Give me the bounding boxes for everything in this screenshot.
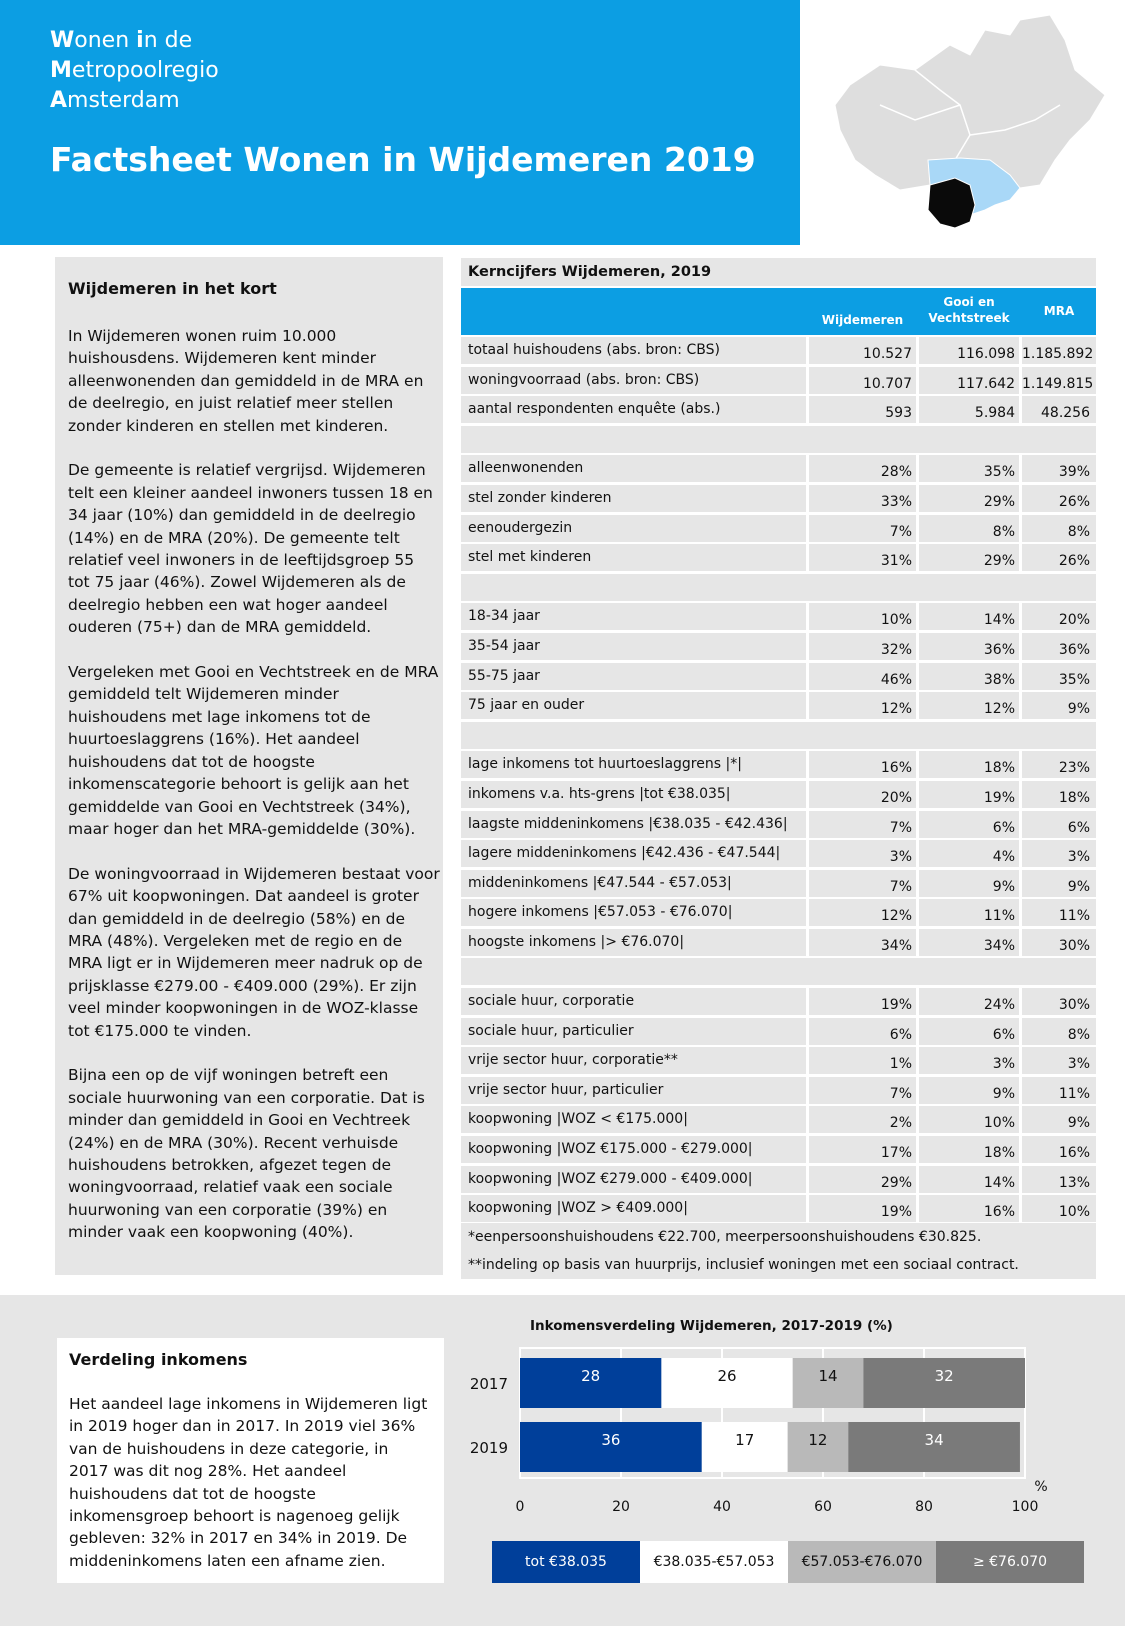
table-cell: 7% [809,870,916,897]
summary-paragraph: Vergeleken met Gooi en Vechtstreek en de MRA gemiddeld telt Wijdemeren minder huishoudens met lage inkomens tot de huurtoeslaggrens (16%). Het aandeel huishoudens dat tot de hoogste inkomenscategorie behoort is gelijk aan het gemiddelde van Gooi en Vechtstreek (34%), maar hoger dan het MRA-gemiddelde (30%). [68,663,439,838]
table-cell: 12% [809,899,916,926]
row-label: koopwoning |WOZ < €175.000| [461,1106,806,1133]
table-cell: 20% [1022,603,1096,630]
data-label: 28 [581,1367,601,1385]
summary-text [68,325,440,1266]
table-row [461,396,1096,426]
table-cell: 1.149.815 [1022,367,1096,394]
footnote: *eenpersoonshuishoudens €22.700, meerpersoonshuishoudens €30.825. [468,1229,982,1245]
table-cell: 36% [1022,633,1096,660]
row-label: 55-75 jaar [461,663,806,690]
table-cell: 19% [809,988,916,1015]
row-label: koopwoning |WOZ > €409.000| [461,1195,806,1222]
row-label: 18-34 jaar [461,603,806,630]
table-cell: 3% [919,1047,1019,1074]
row-label: stel zonder kinderen [461,485,806,512]
table-cell: 30% [1022,988,1096,1015]
legend-item: €57.053-€76.070 [788,1541,936,1583]
table-spacer [461,574,1096,601]
kerncijfers-header [461,288,1096,335]
table-row [461,1166,1096,1196]
table-row [461,1106,1096,1136]
kerncijfers-table [461,337,1096,1225]
table-cell: 20% [809,781,916,808]
table-cell: 30% [1022,929,1096,956]
table-row [461,1195,1096,1225]
table-row [461,544,1096,574]
table-cell: 10.527 [809,337,916,364]
row-label: vrije sector huur, corporatie** [461,1047,806,1074]
row-label: totaal huishoudens (abs. bron: CBS) [461,337,806,364]
chart-legend [492,1541,1084,1583]
table-cell: 19% [919,781,1019,808]
summary-heading: Wijdemeren in het kort [68,279,277,298]
table-row [461,603,1096,633]
table-cell: 8% [919,515,1019,542]
row-label: laagste middeninkomens |€38.035 - €42.436| [461,811,806,838]
table-cell: 10.707 [809,367,916,394]
table-spacer-row [461,574,1096,604]
table-cell: 11% [1022,899,1096,926]
table-cell: 36% [919,633,1019,660]
summary-paragraph: De gemeente is relatief vergrijsd. Wijdemeren telt een kleiner aandeel inwoners tussen 18 en 34 jaar (10%) dan gemiddeld in de deelregio (14%) en de MRA (20%). De gemeente telt relatief veel inwoners in de leeftijdsgroep 55 tot 75 jaar (46%). Zowel Wijdemeren als de deelregio hebben een wat hoger aandeel ouderen (75+) dan de MRA gemiddeld. [68,461,433,637]
table-cell: 46% [809,663,916,690]
table-row [461,1136,1096,1166]
table-spacer-row [461,722,1096,752]
table-cell: 1.185.892 [1022,337,1096,364]
table-row [461,988,1096,1018]
table-spacer [461,426,1096,453]
table-cell: 14% [919,603,1019,630]
table-row [461,1047,1096,1077]
brand-line: Wonen in de [50,28,193,53]
table-cell: 14% [919,1166,1019,1193]
table-cell: 29% [919,544,1019,571]
table-cell: 13% [1022,1166,1096,1193]
data-label: 26 [717,1367,737,1385]
table-cell: 39% [1022,455,1096,482]
table-row [461,485,1096,515]
summary-paragraph: De woningvoorraad in Wijdemeren bestaat voor 67% uit koopwoningen. Dat aandeel is groter dan gemiddeld in de deelregio (58%) en de MRA (48%). Vergeleken met de regio en de MRA ligt er in Wijdemeren meer nadruk op de prijsklasse €279.00 - €409.000 (29%). Er zijn veel minder koopwoningen in de WOZ-klasse tot €175.000 te vinden. [68,864,440,1040]
table-cell: 16% [1022,1136,1096,1163]
table-cell: 8% [1022,1018,1096,1045]
brand-logo [50,26,219,116]
table-row [461,337,1096,367]
table-row [461,455,1096,485]
table-cell: 29% [809,1166,916,1193]
table-cell: 9% [1022,692,1096,719]
row-label: inkomens v.a. hts-grens |tot €38.035| [461,781,806,808]
row-label: vrije sector huur, particulier [461,1077,806,1104]
income-text-box [57,1338,444,1583]
table-cell: 35% [919,455,1019,482]
table-cell: 9% [919,870,1019,897]
axis-unit-label: % [1034,1479,1048,1495]
data-label: 14 [818,1367,838,1385]
table-cell: 35% [1022,663,1096,690]
table-cell: 38% [919,663,1019,690]
table-cell: 6% [919,1018,1019,1045]
table-row [461,692,1096,722]
table-row [461,663,1096,693]
data-label: 17 [735,1431,755,1449]
table-cell: 117.642 [919,367,1019,394]
table-cell: 593 [809,396,916,423]
tick-label: 0 [515,1499,525,1515]
tick-label: 60 [814,1499,832,1515]
table-cell: 9% [1022,870,1096,897]
table-cell: 17% [809,1136,916,1163]
column-header: Gooi en Vechtstreek [928,295,1010,325]
table-cell: 19% [809,1195,916,1222]
income-heading: Verdeling inkomens [69,1350,248,1369]
table-cell: 24% [919,988,1019,1015]
table-row [461,515,1096,545]
row-label: hogere inkomens |€57.053 - €76.070| [461,899,806,926]
table-row [461,751,1096,781]
table-cell: 33% [809,485,916,512]
table-cell: 26% [1022,485,1096,512]
row-label: 75 jaar en ouder [461,692,806,719]
brand-line: Metropoolregio [50,58,219,83]
table-footnotes [461,1223,1096,1279]
table-cell: 12% [919,692,1019,719]
table-row [461,840,1096,870]
table-cell: 23% [1022,751,1096,778]
tick-label: 100 [1011,1499,1039,1515]
data-label: 32 [934,1367,954,1385]
table-cell: 34% [919,929,1019,956]
kerncijfers-title: Kerncijfers Wijdemeren, 2019 [461,258,1096,286]
table-cell: 18% [1022,781,1096,808]
table-row [461,1018,1096,1048]
summary-panel [55,257,443,1275]
data-label: 12 [808,1431,828,1449]
table-row [461,870,1096,900]
table-cell: 7% [809,811,916,838]
row-label: koopwoning |WOZ €279.000 - €409.000| [461,1166,806,1193]
row-label: alleenwonenden [461,455,806,482]
legend-item: €38.035-€57.053 [640,1541,788,1583]
row-label: lagere middeninkomens |€42.436 - €47.544| [461,840,806,867]
table-cell: 31% [809,544,916,571]
table-cell: 10% [809,603,916,630]
table-row [461,367,1096,397]
table-cell: 26% [1022,544,1096,571]
row-label: middeninkomens |€47.544 - €57.053| [461,870,806,897]
table-cell: 5.984 [919,396,1019,423]
page-title: Factsheet Wonen in Wijdemeren 2019 [50,140,756,179]
table-row [461,929,1096,959]
category-label: 2019 [470,1439,508,1457]
region-map-icon [820,10,1120,240]
table-cell: 16% [919,1195,1019,1222]
table-cell: 7% [809,1077,916,1104]
summary-paragraph: Bijna een op de vijf woningen betreft een sociale huurwoning van een corporatie. Dat is minder dan gemiddeld in Gooi en Vechtreek (24%) en de MRA (30%). Recent verhuisde huishoudens betrokken, afgezet tegen de woningvoorraad, relatief vaak een sociale huurwoning van een corporatie (39%) en minder vaak een koopwoning (40%). [68,1066,425,1242]
table-cell: 12% [809,692,916,719]
column-header: MRA [1043,304,1075,318]
table-cell: 10% [1022,1195,1096,1222]
row-label: aantal respondenten enquête (abs.) [461,396,806,423]
table-cell: 10% [919,1106,1019,1133]
table-row [461,781,1096,811]
category-label: 2017 [470,1375,508,1393]
row-label: lage inkomens tot huurtoeslaggrens |*| [461,751,806,778]
table-cell: 6% [919,811,1019,838]
table-cell: 3% [1022,840,1096,867]
row-label: eenoudergezin [461,515,806,542]
row-label: 35-54 jaar [461,633,806,660]
table-cell: 1% [809,1047,916,1074]
tick-label: 80 [915,1499,933,1515]
table-cell: 11% [1022,1077,1096,1104]
summary-paragraph: In Wijdemeren wonen ruim 10.000 huishousdens. Wijdemeren kent minder alleenwonenden dan gemiddeld in de MRA en de deelregio, en juist relatief meer stellen zonder kinderen en stellen met kinderen. [68,327,424,435]
row-label: hoogste inkomens |> €76.070| [461,929,806,956]
footnote: **indeling op basis van huurprijs, inclusief woningen met een sociaal contract. [468,1257,1019,1273]
table-spacer [461,958,1096,985]
table-cell: 48.256 [1022,396,1096,423]
data-label: 36 [601,1431,621,1449]
row-label: koopwoning |WOZ €175.000 - €279.000| [461,1136,806,1163]
table-cell: 3% [809,840,916,867]
chart-title: Inkomensverdeling Wijdemeren, 2017-2019 (%) [530,1318,893,1334]
row-label: sociale huur, corporatie [461,988,806,1015]
table-spacer [461,722,1096,749]
table-cell: 7% [809,515,916,542]
table-cell: 28% [809,455,916,482]
table-cell: 18% [919,751,1019,778]
table-spacer-row [461,426,1096,456]
table-cell: 16% [809,751,916,778]
row-label: sociale huur, particulier [461,1018,806,1045]
column-header: Wijdemeren [821,313,904,327]
table-cell: 29% [919,485,1019,512]
table-row [461,1077,1096,1107]
tick-label: 40 [713,1499,731,1515]
header-banner [0,0,800,245]
table-spacer-row [461,958,1096,988]
table-cell: 8% [1022,515,1096,542]
brand-line: Amsterdam [50,88,180,113]
data-label: 34 [924,1431,944,1449]
row-label: stel met kinderen [461,544,806,571]
table-cell: 32% [809,633,916,660]
table-row [461,811,1096,841]
table-cell: 3% [1022,1047,1096,1074]
table-cell: 2% [809,1106,916,1133]
income-chart [470,1345,1090,1530]
tick-label: 20 [612,1499,630,1515]
table-cell: 18% [919,1136,1019,1163]
row-label: woningvoorraad (abs. bron: CBS) [461,367,806,394]
table-row [461,899,1096,929]
table-cell: 11% [919,899,1019,926]
table-cell: 34% [809,929,916,956]
income-paragraph: Het aandeel lage inkomens in Wijdemeren ligt in 2019 hoger dan in 2017. In 2019 viel 36% van de huishoudens in deze categorie, in 2017 was dit nog 28%. Het aandeel huishoudens dat tot de hoogste inkomensgroep behoort is nagenoeg gelijk gebleven: 32% in 2017 en 34% in 2019. De middeninkomens laten een afname zien. [69,1395,428,1570]
table-cell: 4% [919,840,1019,867]
table-cell: 9% [919,1077,1019,1104]
table-cell: 6% [1022,811,1096,838]
table-cell: 9% [1022,1106,1096,1133]
table-cell: 6% [809,1018,916,1045]
table-cell: 116.098 [919,337,1019,364]
legend-item: ≥ €76.070 [936,1541,1084,1583]
legend-item: tot €38.035 [492,1541,640,1583]
table-row [461,633,1096,663]
